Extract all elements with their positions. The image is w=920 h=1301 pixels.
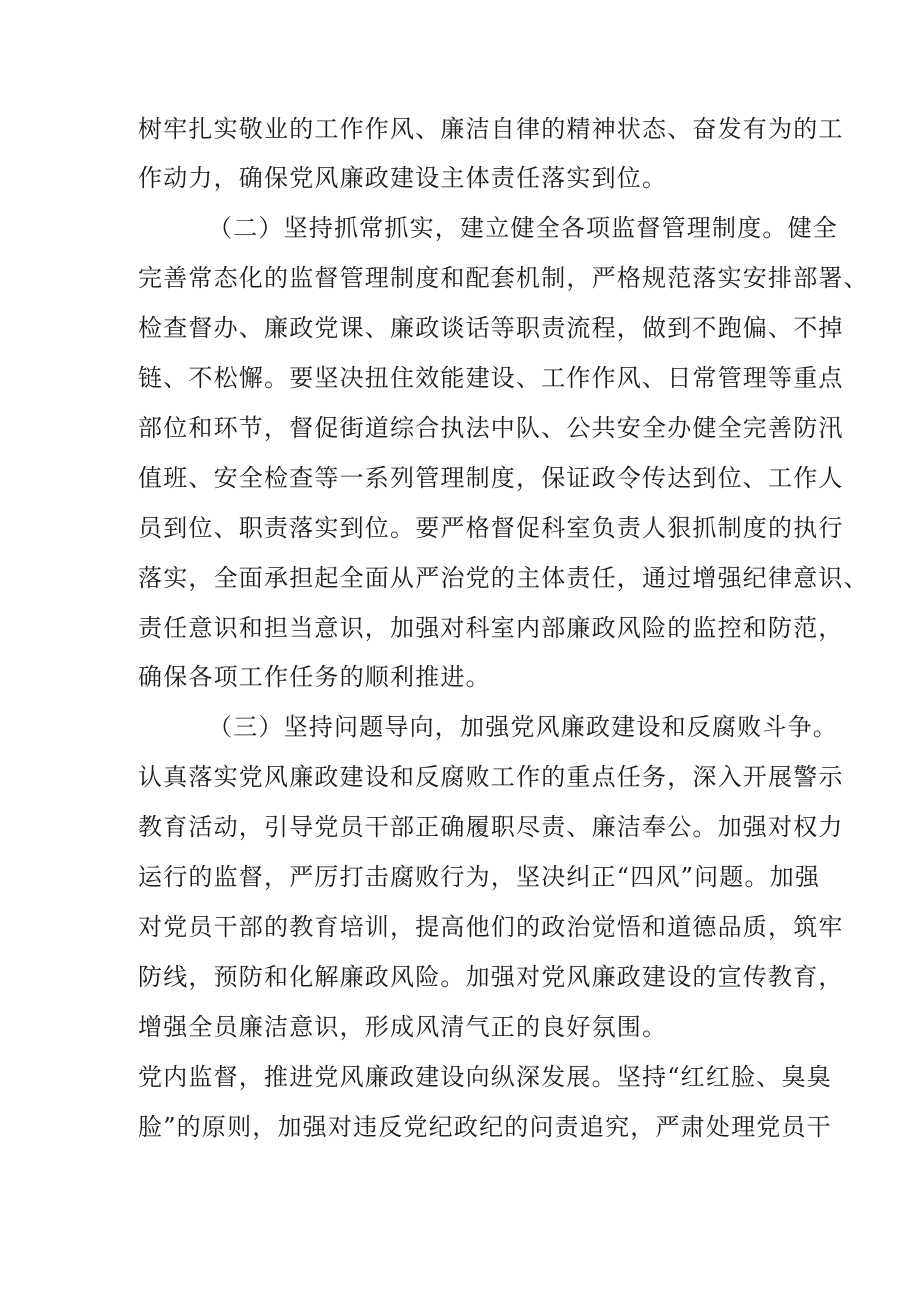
text-line: （二）坚持抓常抓实，建立健全各项监督管理制度。健全 bbox=[208, 214, 838, 242]
text-line: 值班、安全检查等一系列管理制度，保证政令传达到位、工作人 bbox=[138, 464, 844, 492]
text-line: 部位和环节，督促街道综合执法中队、公共安全办健全完善防汛 bbox=[138, 414, 844, 442]
text-line: 责任意识和担当意识，加强对科室内部廉政风险的监控和防范， bbox=[138, 614, 844, 642]
text-line: 链、不松懈。要坚决扭住效能建设、工作作风、日常管理等重点 bbox=[138, 364, 844, 392]
text-line: 脸”的原则，加强对违反党纪政纪的问责追究，严肃处理党员干 bbox=[138, 1113, 832, 1141]
text-line: 增强全员廉洁意识，形成风清气正的良好氛围。 bbox=[138, 1013, 668, 1041]
text-line: （三）坚持问题导向，加强党风廉政建设和反腐败斗争。 bbox=[208, 713, 838, 741]
text-line: 落实，全面承担起全面从严治党的主体责任，通过增强纪律意识、 bbox=[138, 564, 869, 592]
text-line: 认真落实党风廉政建设和反腐败工作的重点任务，深入开展警示 bbox=[138, 763, 844, 791]
text-line: 运行的监督，严厉打击腐败行为，坚决纠正“四风”问题。加强 bbox=[138, 863, 821, 891]
text-line: 党内监督，推进党风廉政建设向纵深发展。坚持“红红脸、臭臭 bbox=[138, 1063, 832, 1091]
text-line: 教育活动，引导党员干部正确履职尽责、廉洁奉公。加强对权力 bbox=[138, 813, 844, 841]
text-line: 防线，预防和化解廉政风险。加强对党风廉政建设的宣传教育， bbox=[138, 963, 844, 991]
text-line: 确保各项工作任务的顺利推进。 bbox=[138, 663, 491, 691]
text-line: 树牢扎实敬业的工作作风、廉洁自律的精神状态、奋发有为的工 bbox=[138, 115, 844, 143]
text-line: 员到位、职责落实到位。要严格督促科室负责人狠抓制度的执行 bbox=[138, 514, 844, 542]
text-line: 作动力，确保党风廉政建设主体责任落实到位。 bbox=[138, 164, 668, 192]
text-line: 对党员干部的教育培训，提高他们的政治觉悟和道德品质，筑牢 bbox=[138, 913, 844, 941]
text-line: 检查督办、廉政党课、廉政谈话等职责流程，做到不跑偏、不掉 bbox=[138, 314, 844, 342]
text-line: 完善常态化的监督管理制度和配套机制，严格规范落实安排部署、 bbox=[138, 264, 869, 292]
